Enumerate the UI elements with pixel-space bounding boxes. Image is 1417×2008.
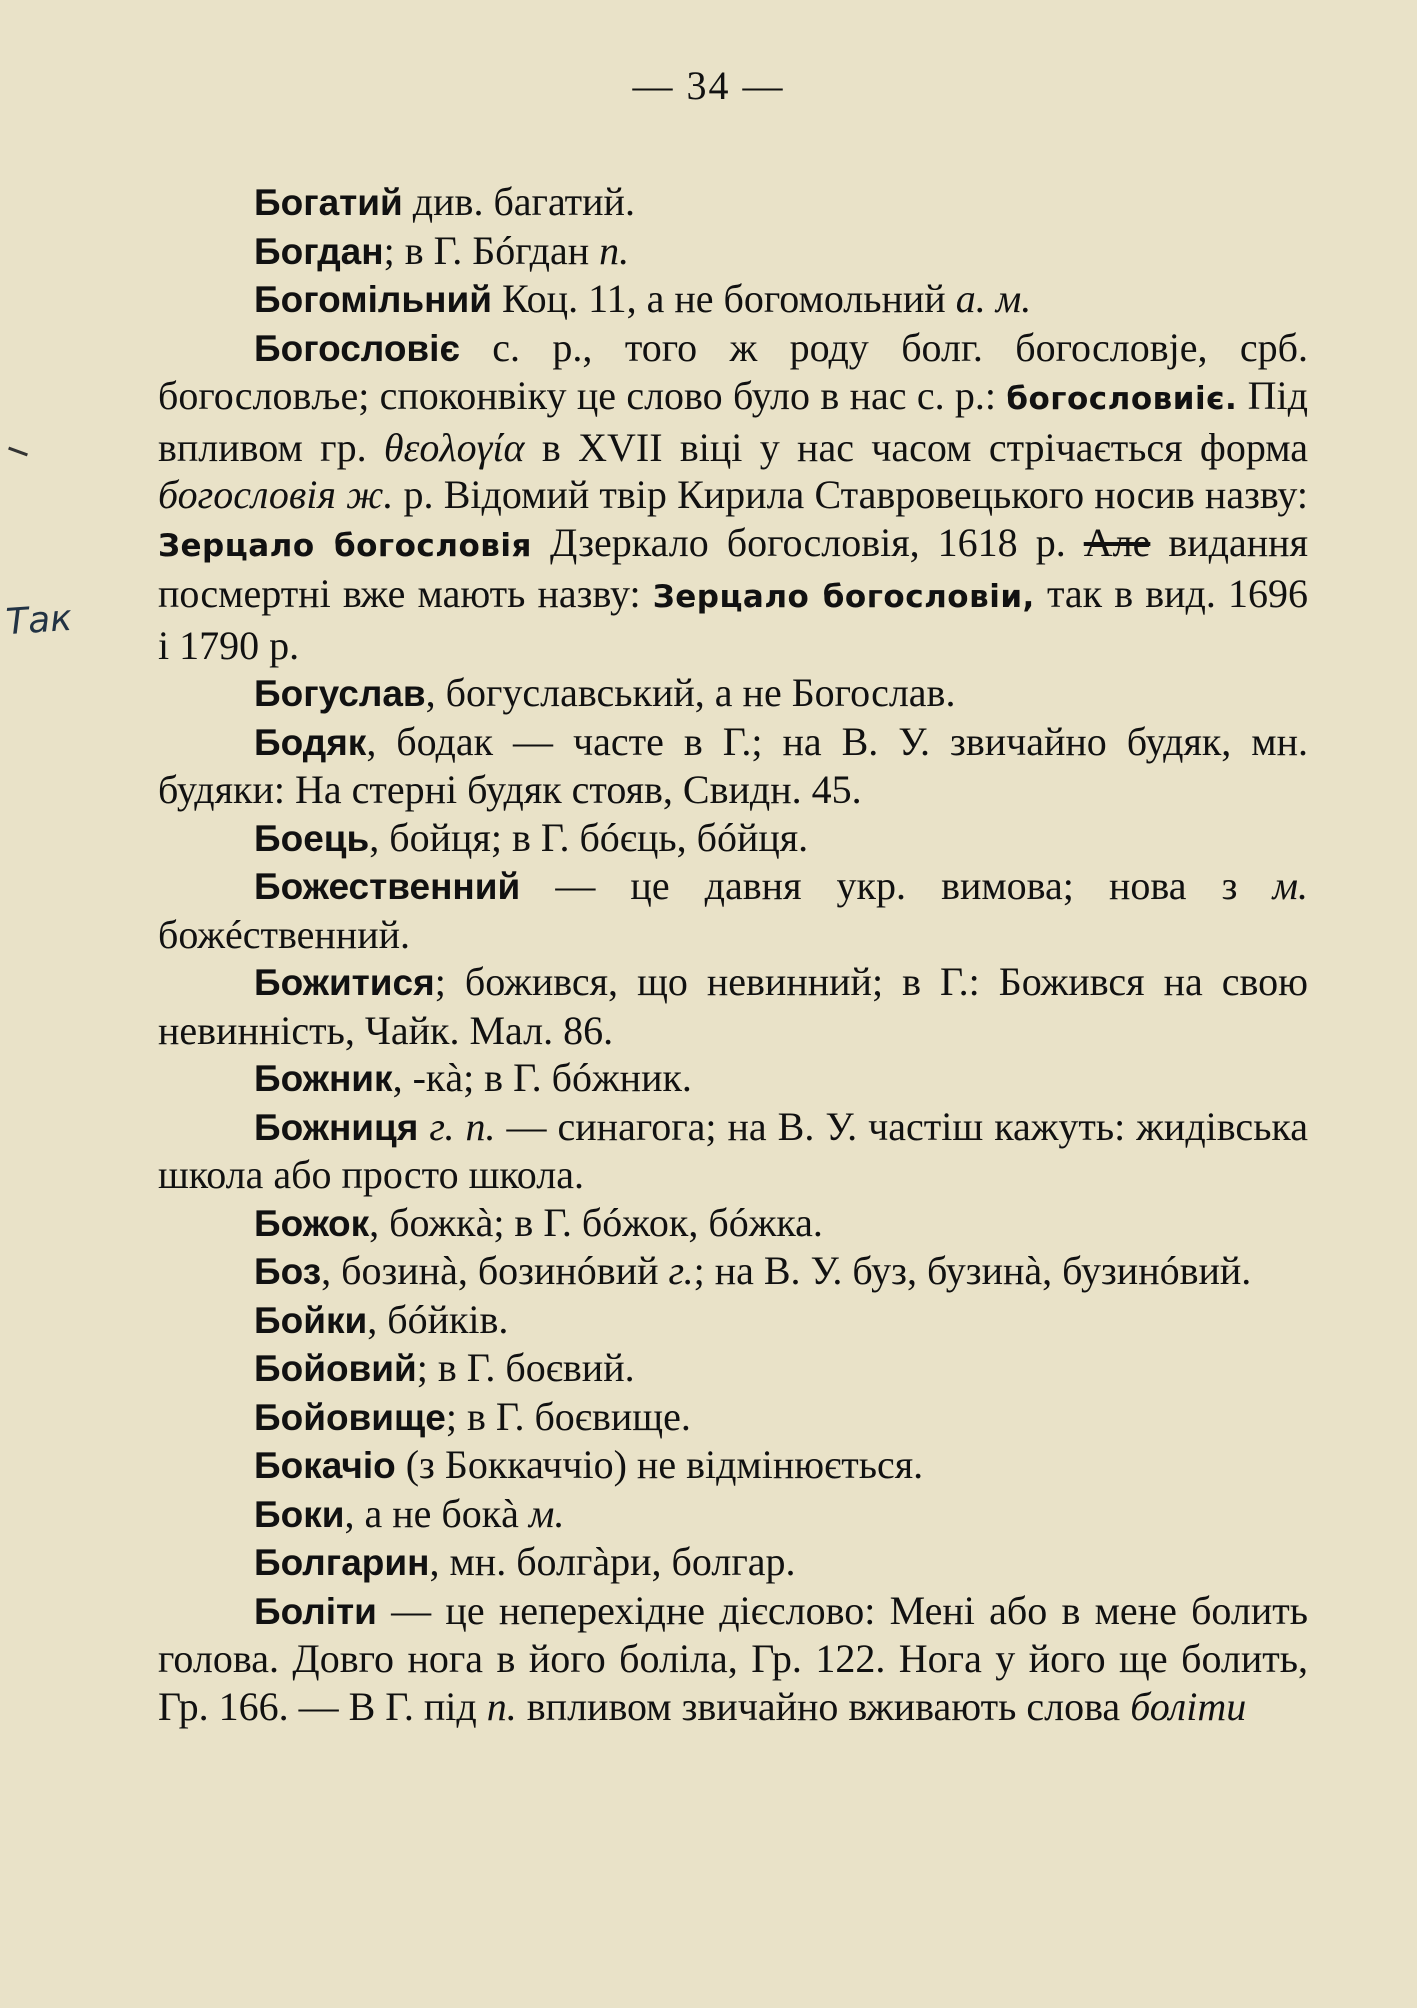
entry-text: ; божився, що невинний; в Г.: Божився на свою невинність, Чайк. Мал. 86. — [158, 959, 1308, 1053]
entry — [158, 324, 1308, 670]
entry — [158, 958, 1308, 1054]
headword: Божник — [254, 1058, 393, 1099]
entry-text: , божкà; в Г. бóжок, бóжка. — [369, 1199, 823, 1245]
italic-word: боліти — [1130, 1683, 1247, 1729]
entry — [158, 1490, 1308, 1539]
headword: Богословіє — [254, 327, 460, 369]
entry — [158, 718, 1308, 814]
headword: Бодяк — [254, 721, 367, 763]
entry — [158, 1441, 1308, 1490]
headword: Богдан — [254, 230, 384, 272]
entry — [158, 814, 1308, 863]
entry-text: , а не бокà — [344, 1490, 529, 1536]
headword: Бойовий — [254, 1348, 417, 1389]
headword: Бойовище — [254, 1396, 446, 1438]
headword: Боліти — [254, 1590, 377, 1632]
entry — [158, 1538, 1308, 1587]
headword: Боз — [254, 1251, 322, 1292]
entry — [158, 1296, 1308, 1345]
entry-text: , -кà; в Г. бóжник. — [392, 1055, 692, 1100]
entry-text: , богуславський, а не Богослав. — [425, 670, 956, 715]
entry-text: видання посмертні вже мають назву: — [158, 519, 1308, 616]
headword: Божниця — [254, 1106, 419, 1148]
entry — [158, 1344, 1308, 1393]
old-slavonic-text: Зерцало богословіи, — [652, 579, 1035, 615]
headword: Боки — [254, 1493, 345, 1535]
abbrev: г. п. — [418, 1103, 496, 1149]
abbrev: а. м. — [955, 276, 1032, 321]
entry-text: Під впливом гр. — [158, 373, 1308, 470]
abbrev: г. — [668, 1248, 694, 1293]
dictionary-entries — [158, 178, 1308, 1730]
entry — [158, 1393, 1308, 1442]
entry-text: р. Відомий твір Кирила Ставровецького носив назву: — [393, 472, 1308, 517]
entry — [158, 178, 1308, 227]
headword: Боець — [254, 817, 370, 859]
struck-word: Але — [1083, 519, 1151, 565]
entry-text: Дзеркало богословія, 1618 р. — [531, 519, 1084, 565]
entry-text: — це давня укр. вимова; нова з — [520, 863, 1273, 908]
entry — [158, 275, 1308, 324]
entry-text: божéственний. — [158, 911, 411, 957]
margin-mark — [8, 447, 28, 457]
entry-text: , бозинà, бозинóвий — [321, 1248, 669, 1293]
abbrev: м. — [1272, 863, 1308, 908]
entry-text: , бойця; в Г. бóєць, бóйця. — [369, 814, 809, 860]
abbrev: п. — [486, 1683, 517, 1729]
entry-text: (з Боккаччіо) не відмінюється. — [395, 1442, 924, 1487]
handwritten-margin-note: Так — [4, 597, 74, 644]
headword: Бойки — [254, 1299, 368, 1341]
headword: Божок — [254, 1202, 370, 1244]
old-slavonic-text: богословиіє. — [1006, 381, 1238, 417]
entry — [158, 1247, 1308, 1296]
entry-text: , бодак — часте в Г.; на В. У. звичайно будяк, мн. будяки: На стерні будяк стояв, Свидн. 45. — [158, 718, 1308, 812]
entry — [158, 669, 1308, 718]
italic-form: богословія ж. — [158, 472, 394, 517]
entry-text: , мн. болгàри, болгар. — [429, 1539, 796, 1584]
headword: Болгарин — [254, 1542, 430, 1583]
entry — [158, 1054, 1308, 1103]
headword: Богуслав — [254, 673, 426, 714]
headword: Богомільний — [254, 279, 492, 320]
entry-text: ; в Г. Бóгдан — [383, 227, 600, 273]
old-slavonic-text: Зерцало богословія — [158, 527, 532, 564]
entry — [158, 1587, 1308, 1731]
entry-text: Коц. 11, а не богомольний — [491, 276, 956, 321]
entry-text: впливом звичайно вживають слова — [516, 1683, 1131, 1729]
headword: Бокачіо — [254, 1445, 396, 1486]
page-number: — 34 — — [632, 63, 785, 108]
headword: Божественний — [254, 866, 521, 907]
entry-text: в XVII віці у нас часом стрічається форма — [524, 424, 1309, 470]
entry — [158, 862, 1308, 958]
entry — [158, 1103, 1308, 1199]
greek-word: θεολογία — [383, 424, 525, 470]
abbrev: п. — [599, 227, 630, 273]
entry-text: див. багатий. — [402, 179, 635, 224]
entry — [158, 227, 1308, 276]
headword: Божитися — [254, 962, 435, 1003]
entry-text: — це неперехідне дієслово: Мені або в мене болить голова. Довго нога в його боліла, Гр. 122. Нога у його ще болить, Гр. 166. — В Г. під — [158, 1587, 1308, 1729]
entry-text: ; в Г. боєвий. — [416, 1345, 635, 1390]
entry-text: ; в Г. боєвище. — [445, 1393, 691, 1439]
entry-text: — синагога; на В. У. частіш кажуть: жидівська школа або просто школа. — [158, 1103, 1309, 1197]
entry-text: , бóйків. — [367, 1296, 509, 1342]
entry-text: ; на В. У. буз, бузинà, бузинóвий. — [693, 1248, 1252, 1293]
headword: Богатий — [254, 182, 403, 223]
entry-text: так в вид. 1696 і 1790 р. — [158, 571, 1308, 668]
entry-text: с. р., того ж роду болг. богословје, срб. богословље; споконвіку це слово було в нас с. р.: — [158, 324, 1308, 418]
entry — [158, 1199, 1308, 1248]
abbrev: м. — [528, 1490, 565, 1536]
